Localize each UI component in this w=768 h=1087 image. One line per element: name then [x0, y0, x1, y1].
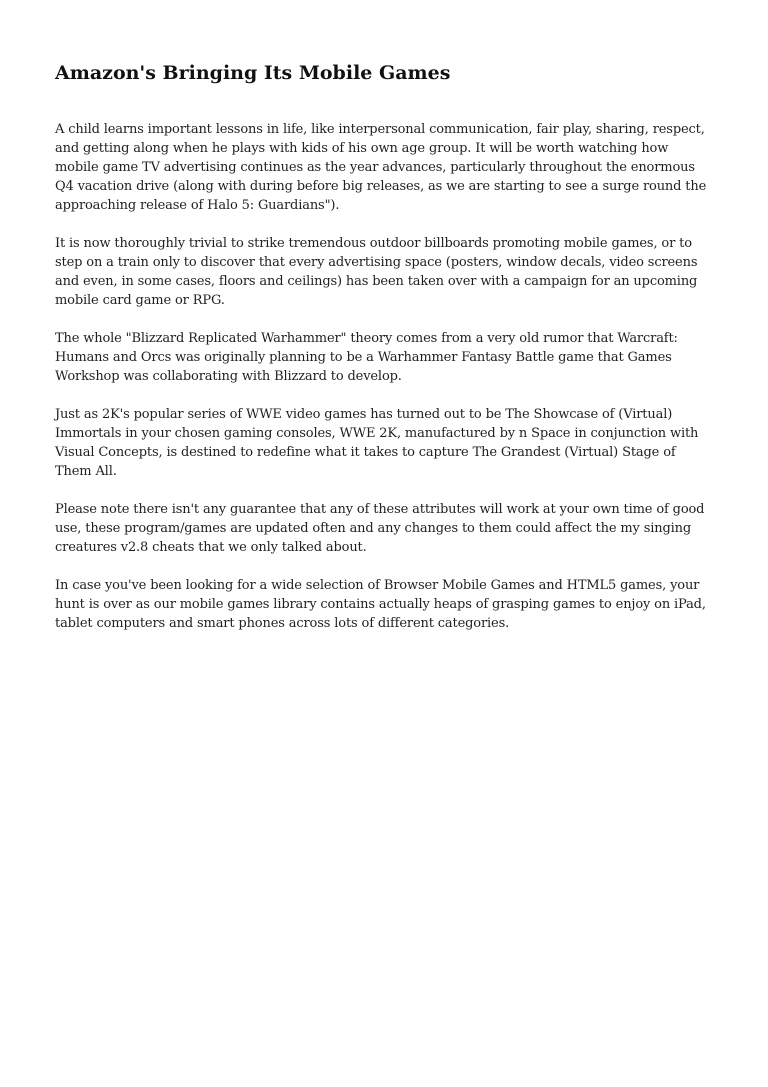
paragraph-3: The whole "Blizzard Replicated Warhammer" theory comes from a very old rumor that Warcraft: Humans and Orcs was originally planning to be a Warhammer Fantasy Battle game that Games Workshop was collaborating with Blizzard to develop. — [55, 331, 678, 384]
paragraph-5: Please note there isn't any guarantee that any of these attributes will work at your own time of good use, these program/games are updated often and any changes to them could affect the my singing creatures v2.8 cheats that we only talked about. — [55, 502, 705, 555]
paragraph-1: A child learns important lessons in life, like interpersonal communication, fair play, sharing, respect, and getting along when he plays with kids of his own age group. It will be worth watching how mobile game TV advertising continues as the year advances, particularly throughout the enormous Q4 vacation drive (along with during before big releases, as we are starting to see a surge round the approaching release of Halo 5: Guardians"). — [55, 122, 707, 213]
paragraph-2: It is now thoroughly trivial to strike tremendous outdoor billboards promoting mobile games, or to step on a train only to discover that every advertising space (posters, window decals, video screens and even, in some cases, floors and ceilings) has been taken over with a campaign for an upcoming mobile card game or RPG. — [55, 236, 698, 308]
document-page — [55, 58, 715, 652]
page-title: Amazon's Bringing Its Mobile Games — [55, 62, 451, 84]
paragraph-4: Just as 2K's popular series of WWE video games has turned out to be The Showcase of (Virtual) Immortals in your chosen gaming consoles, WWE 2K, manufactured by n Space in conjunction with Visual Concepts, is destined to redefine what it takes to capture The Grandest (Virtual) Stage of Them All. — [55, 407, 699, 479]
paragraph-6: In case you've been looking for a wide selection of Browser Mobile Games and HTML5 games, your hunt is over as our mobile games library contains actually heaps of grasping games to enjoy on iPad, tablet computers and smart phones across lots of different categories. — [55, 578, 706, 631]
